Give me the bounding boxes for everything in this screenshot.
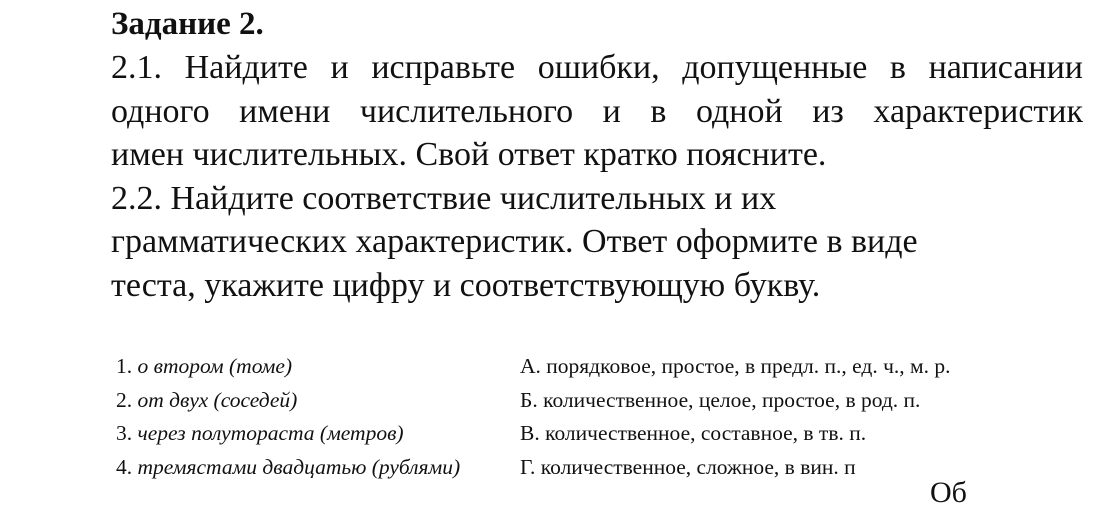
instruction-line: 2.1. Найдите и исправьте ошибки, допущенные в написании: [111, 49, 1083, 86]
numeral-number: 3.: [116, 421, 133, 445]
characteristic-item: А. порядковое, простое, в предл. п., ед. ч., м. р.: [520, 354, 951, 378]
instruction-line: имен числительных. Свой ответ кратко поясните.: [111, 136, 827, 173]
instruction-line: грамматических характеристик. Ответ оформите в виде: [111, 223, 918, 260]
numeral-phrase: тремястами двадцатью (рублями): [137, 454, 461, 479]
instruction-line: теста, укажите цифру и соответствующую букву.: [111, 266, 821, 304]
numeral-item: [116, 417, 404, 451]
characteristic-item: Г. количественное, сложное, в вин. п: [520, 454, 856, 479]
task-title: Задание 2.: [111, 6, 264, 42]
instruction-line: одного имени числительного и в одной из характеристик: [111, 92, 1083, 130]
numeral-item: [116, 350, 292, 384]
numeral-number: 2.: [116, 387, 133, 412]
characteristic-item: В. количественное, составное, в тв. п.: [520, 421, 867, 445]
task-instructions: [111, 46, 1083, 307]
characteristic-item: Б. количественное, целое, простое, в род. п.: [520, 387, 921, 412]
cut-off-text-fragment: Об: [930, 476, 967, 509]
numeral-number: 4.: [116, 454, 133, 479]
numeral-phrase: через полутораста (метров): [137, 421, 404, 445]
numeral-number: 1.: [116, 354, 133, 378]
numeral-item: [116, 384, 297, 418]
numeral-item: [116, 451, 460, 485]
numeral-phrase: о втором (томе): [137, 354, 293, 378]
instruction-line: 2.2. Найдите соответствие числительных и их: [111, 179, 777, 217]
numeral-phrase: от двух (соседей): [137, 387, 298, 412]
